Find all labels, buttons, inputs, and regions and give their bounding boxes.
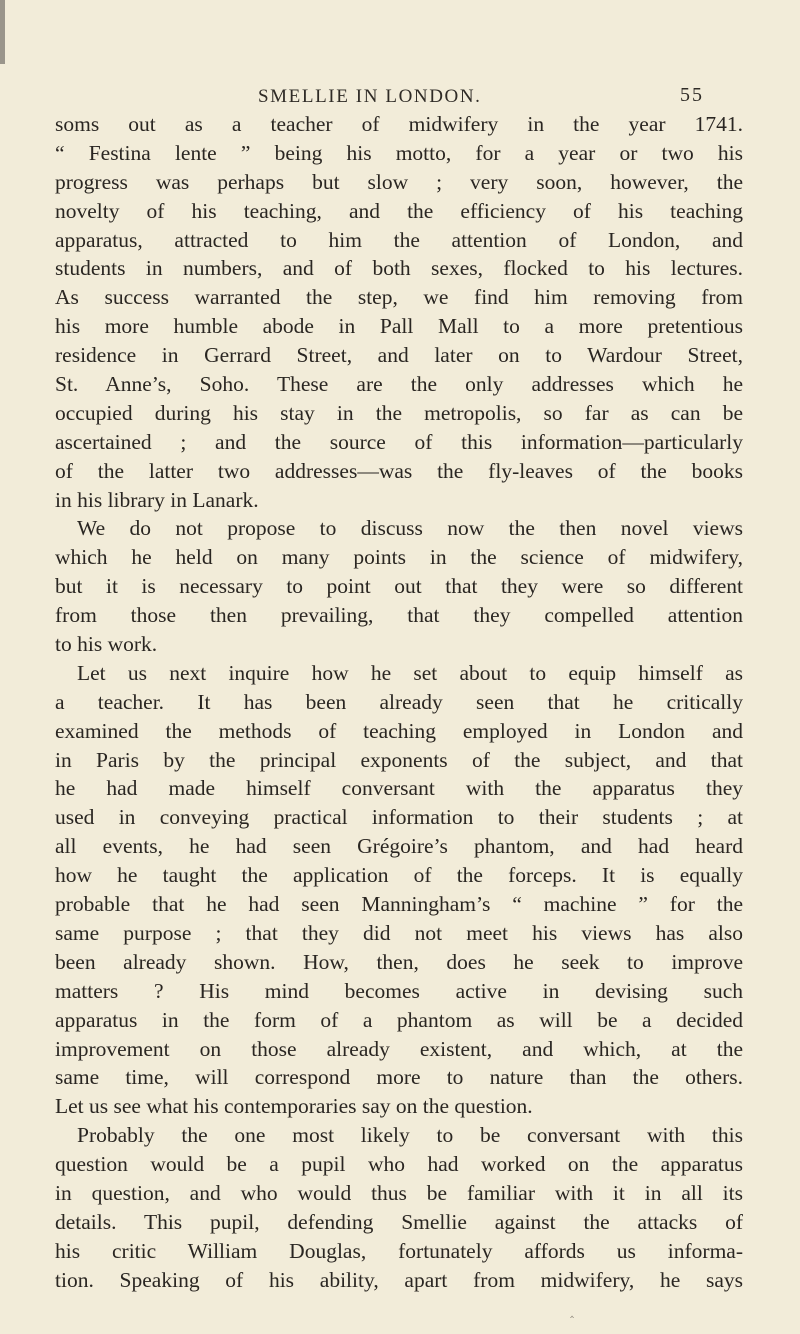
text-line: As success warranted the step, we find him removing from	[55, 285, 743, 310]
text-line: ascertained ; and the source of this information—particularly	[55, 429, 743, 454]
text-line: same purpose ; that they did not meet his views has also	[55, 920, 743, 945]
text-line: students in numbers, and of both sexes, flocked to his lectures.	[55, 256, 743, 281]
body-text	[55, 110, 743, 1295]
text-line: novelty of his teaching, and the efficiency of his teaching	[55, 198, 743, 223]
text-line: occupied during his stay in the metropolis, so far as can be	[55, 400, 743, 425]
text-line: all events, he had seen Grégoire’s phantom, and had heard	[55, 834, 743, 859]
text-line: of the latter two addresses—was the fly-leaves of the books	[55, 458, 743, 483]
text-line: question would be a pupil who had worked on the apparatus	[55, 1152, 743, 1177]
signature-mark: ‸	[570, 1304, 575, 1318]
text-line: apparatus, attracted to him the attention of London, and	[55, 227, 743, 252]
text-line: improvement on those already existent, and which, at the	[55, 1036, 743, 1061]
text-line: used in conveying practical information to their students ; at	[55, 805, 743, 830]
text-line: Let us see what his contemporaries say on the question.	[55, 1094, 533, 1119]
text-line: his critic William Douglas, fortunately affords us informa-	[55, 1238, 743, 1263]
text-line: been already shown. How, then, does he seek to improve	[55, 949, 743, 974]
text-line: how he taught the application of the forceps. It is equally	[55, 863, 743, 888]
text-line: apparatus in the form of a phantom as will be a decided	[55, 1007, 743, 1032]
text-line: Probably the one most likely to be conversant with this	[77, 1123, 743, 1148]
text-line: residence in Gerrard Street, and later on to Wardour Street,	[55, 343, 743, 368]
text-line: he had made himself conversant with the apparatus they	[55, 776, 743, 801]
text-line: examined the methods of teaching employed in London and	[55, 718, 743, 743]
text-line: matters ? His mind becomes active in devising such	[55, 978, 743, 1003]
text-line: St. Anne’s, Soho. These are the only addresses which he	[55, 372, 743, 397]
text-line: “ Festina lente ” being his motto, for a year or two his	[55, 140, 743, 165]
text-line: soms out as a teacher of midwifery in the year 1741.	[55, 112, 743, 136]
text-line: same time, will correspond more to nature than the others.	[55, 1065, 743, 1090]
text-line: from those then prevailing, that they compelled attention	[55, 603, 743, 628]
text-line: in Paris by the principal exponents of the subject, and that	[55, 747, 743, 772]
text-line: a teacher. It has been already seen that he critically	[55, 689, 743, 714]
text-line: We do not propose to discuss now the then novel views	[77, 516, 743, 541]
text-line: progress was perhaps but slow ; very soon, however, the	[55, 169, 743, 194]
text-line: his more humble abode in Pall Mall to a more pretentious	[55, 314, 743, 339]
page-edge-shadow	[0, 0, 5, 64]
text-line: in his library in Lanark.	[55, 487, 259, 512]
text-line: but it is necessary to point out that they were so different	[55, 574, 743, 599]
text-line: in question, and who would thus be familiar with it in all its	[55, 1180, 743, 1205]
text-line: which he held on many points in the science of midwifery,	[55, 545, 743, 570]
text-line: probable that he had seen Manningham’s “ machine ” for the	[55, 892, 743, 917]
running-title: SMELLIE IN LONDON.	[258, 86, 482, 107]
text-line: Let us next inquire how he set about to equip himself as	[77, 660, 743, 685]
text-line: details. This pupil, defending Smellie against the attacks of	[55, 1209, 743, 1234]
text-line: to his work.	[55, 632, 158, 657]
text-line: tion. Speaking of his ability, apart from midwifery, he says	[55, 1267, 743, 1292]
page-number: 55	[680, 84, 704, 106]
